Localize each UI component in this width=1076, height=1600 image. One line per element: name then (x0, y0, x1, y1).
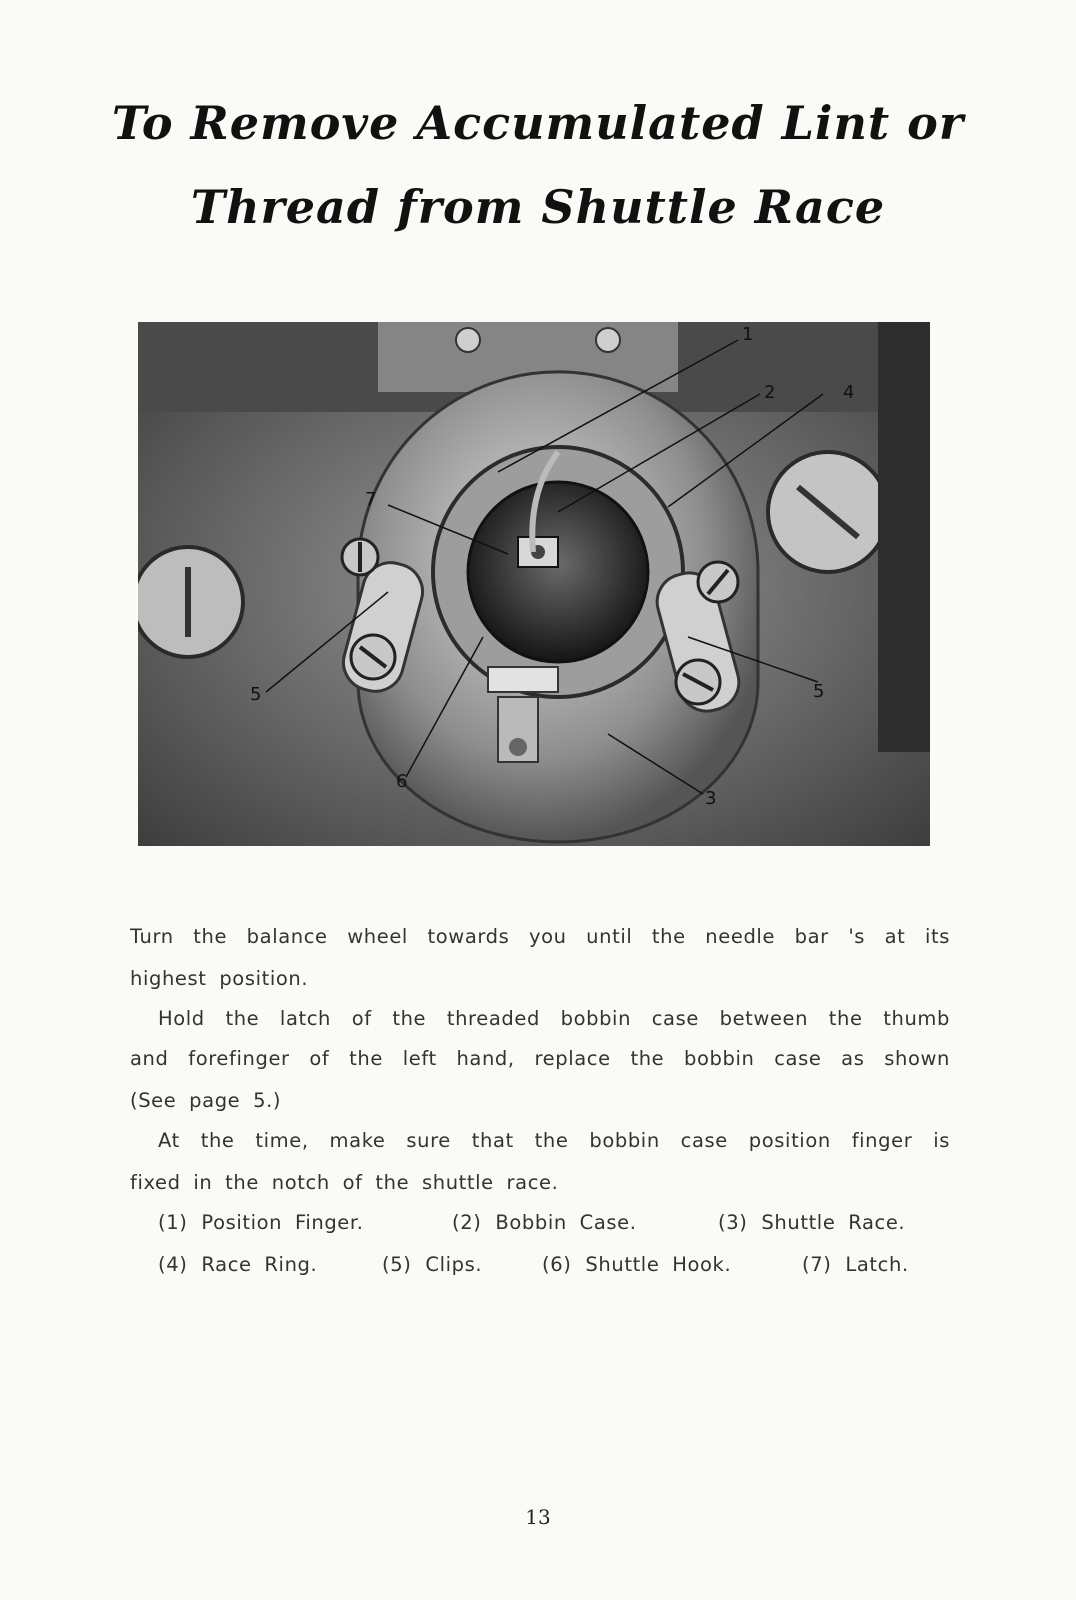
paragraph-2-line-3: (See page 5.) (130, 1089, 282, 1112)
instructions (130, 922, 950, 1242)
paragraph-2-line-2: and forefinger of the left hand, replace the bobbin case as shown (130, 1047, 950, 1070)
legend-row-1 (130, 1208, 950, 1238)
page-title-line-1: To Remove Accumulated Lint or (111, 96, 965, 150)
paragraph-3-line-1: At the time, make sure that the bobbin case position finger is (158, 1129, 950, 1152)
plate-screw-right (596, 328, 620, 352)
parts-legend (130, 1208, 950, 1298)
paragraph-1-line-1: Turn the balance wheel towards you until the needle bar 's at its (130, 925, 950, 948)
right-edge-bracket (878, 322, 930, 752)
callout-5-right: 5 (813, 681, 825, 702)
legend-item-2: (2) Bobbin Case. (452, 1211, 637, 1234)
legend-item-7: (7) Latch. (802, 1253, 909, 1276)
legend-item-4: (4) Race Ring. (158, 1253, 318, 1276)
callout-5-left: 5 (250, 684, 262, 705)
legend-row-2 (130, 1250, 950, 1280)
paragraph-1-line-2: highest position. (130, 967, 309, 990)
legend-item-1: (1) Position Finger. (158, 1211, 364, 1234)
paragraph-2-line-1: Hold the latch of the threaded bobbin case between the thumb (158, 1007, 950, 1030)
bobbin-case (468, 482, 648, 662)
callout-7: 7 (365, 489, 377, 510)
plate-screw-left (456, 328, 480, 352)
page-number: 13 (525, 1505, 551, 1529)
page-title-line-2: Thread from Shuttle Race (190, 180, 886, 234)
paragraph-3-line-2: fixed in the notch of the shuttle race. (130, 1171, 559, 1194)
callout-3: 3 (705, 788, 717, 809)
legend-item-6: (6) Shuttle Hook. (542, 1253, 732, 1276)
shuttle-race-photo (138, 322, 930, 846)
legend-item-5: (5) Clips. (382, 1253, 483, 1276)
callout-4: 4 (843, 382, 855, 403)
legend-item-3: (3) Shuttle Race. (718, 1211, 906, 1234)
callout-1: 1 (742, 324, 754, 345)
shuttle-hook-plate (488, 667, 558, 692)
callout-2: 2 (764, 382, 776, 403)
callout-6: 6 (396, 771, 408, 792)
